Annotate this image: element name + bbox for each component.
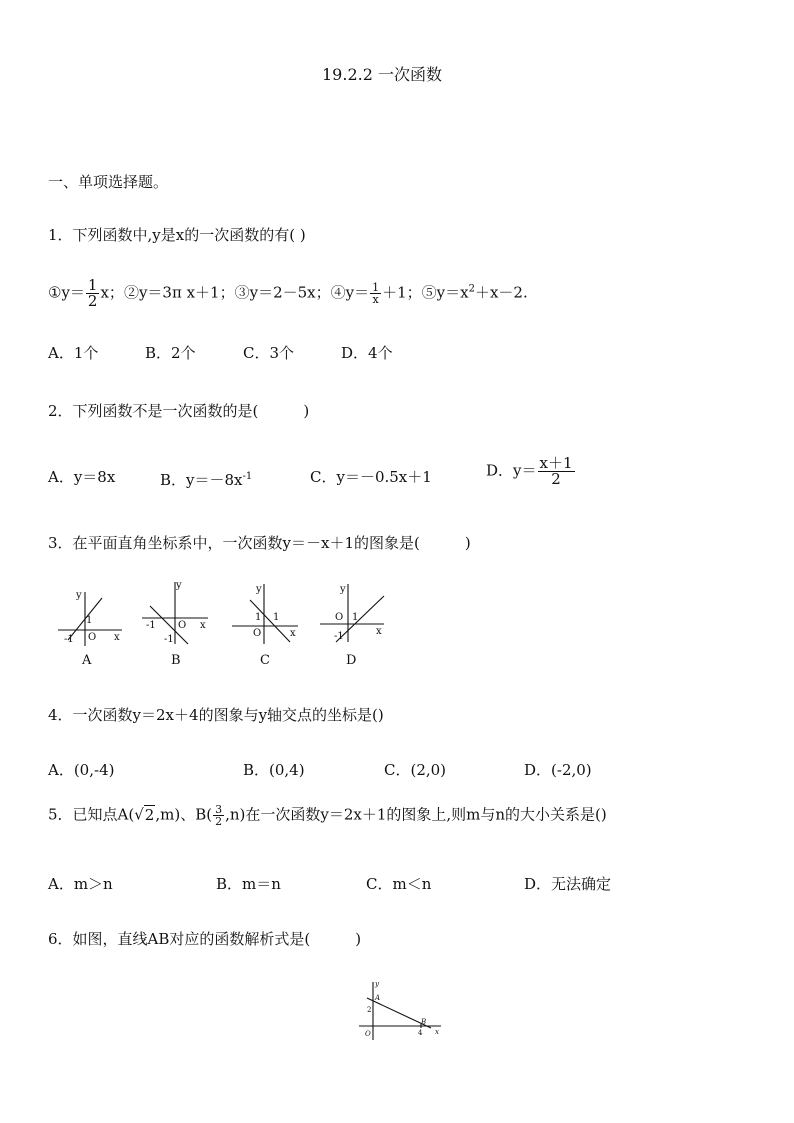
question-6-stem: 6．如图，直线AB对应的函数解析式是( ) <box>48 930 362 948</box>
q3-graph-options <box>50 578 395 673</box>
q1-item-5-prefix: ⑤y＝x <box>421 283 469 302</box>
q1-option-c: C．3个 <box>243 344 295 362</box>
q6-origin-label: O <box>365 1030 371 1038</box>
q3-d-label: D <box>346 653 357 668</box>
q6-y-label: y <box>375 980 379 988</box>
q3-a-y-label: y <box>76 590 82 601</box>
q3-c-one-y: 1 <box>255 612 262 623</box>
q3-a-neg-one: -1 <box>64 634 74 645</box>
q6-four-label: 4 <box>418 1029 423 1037</box>
q3-c-label: C <box>260 653 270 668</box>
q5-suffix: ,n)在一次函数y＝2x＋1的图象上,则m与n的大小关系是() <box>225 805 607 824</box>
q3-b-neg-one-y: -1 <box>164 634 174 645</box>
q3-d-neg-one: -1 <box>334 631 344 642</box>
q3-graph-b <box>142 580 208 668</box>
question-1-stem: 1．下列函数中,y是x的一次函数的有( ) <box>48 226 306 244</box>
q6-point-b-label: B <box>421 1018 427 1026</box>
question-3-stem: 3．在平面直角坐标系中，一次函数y＝－x＋1的图象是( ) <box>48 534 471 552</box>
q3-graph-c <box>232 584 298 668</box>
section-heading: 一、单项选择题。 <box>48 173 169 191</box>
sqrt-symbol: √ <box>134 805 144 824</box>
q1-item-4-suffix: ＋1； <box>382 283 422 302</box>
q4-option-a: A．(0,-4) <box>48 761 115 779</box>
q5-sqrt-value: 2 <box>144 805 155 824</box>
q5-b-numerator: 3 <box>215 803 223 816</box>
q3-c-origin: O <box>253 628 262 639</box>
q6-graph <box>355 978 445 1046</box>
q4-option-c: C．(2,0) <box>384 761 447 779</box>
q3-d-y-label: y <box>340 584 346 595</box>
q4-option-d: D．(-2,0) <box>524 761 592 779</box>
q2-option-d-fraction <box>538 456 575 487</box>
q5-b-denominator: 2 <box>215 815 223 828</box>
q5-option-a: A．m＞n <box>48 875 113 893</box>
q1-item-5-exponent: 2 <box>468 283 475 295</box>
q1-item-4-denominator: x <box>370 293 381 305</box>
question-1-items <box>48 278 528 309</box>
question-4-stem: 4．一次函数y＝2x＋4的图象与y轴交点的坐标是() <box>48 706 384 724</box>
q1-option-a: A．1个 <box>48 344 99 362</box>
q3-a-x-label: x <box>114 632 120 643</box>
q1-item-4-fraction <box>370 282 381 305</box>
q1-option-b: B．2个 <box>145 344 196 362</box>
q1-item-1-suffix: x； <box>100 283 124 302</box>
q2-option-d-denominator: 2 <box>538 471 575 487</box>
q3-c-x-label: x <box>290 628 296 639</box>
page-title: 19.2.2 一次函数 <box>322 65 442 84</box>
q5-middle: ,m)、B( <box>155 805 213 824</box>
q2-option-d-prefix: D．y＝ <box>486 461 537 480</box>
question-2-stem: 2．下列函数不是一次函数的是( ) <box>48 402 310 420</box>
q3-c-one-x: 1 <box>273 612 280 623</box>
q3-d-origin: O <box>335 612 344 623</box>
q5-prefix: 5．已知点A( <box>48 805 135 824</box>
q1-item-4-numerator: 1 <box>372 281 380 294</box>
q2-option-c: C．y＝－0.5x＋1 <box>310 468 432 486</box>
q1-item-1-numerator: 1 <box>87 276 98 294</box>
q3-b-x-label: x <box>200 620 206 631</box>
q1-option-d: D．4个 <box>341 344 393 362</box>
q5-option-d: D．无法确定 <box>524 875 612 893</box>
q2-option-b-base: B．y＝－8x <box>160 471 243 489</box>
q1-item-3: ③y＝2－5x； <box>234 283 331 302</box>
q6-two-label: 2 <box>367 1006 372 1014</box>
q3-graph-a <box>58 590 122 668</box>
q1-item-5-suffix: ＋x－2. <box>474 283 528 302</box>
q3-c-y-label: y <box>256 584 262 595</box>
q2-option-b-exponent: -1 <box>242 471 253 482</box>
q3-b-origin: O <box>178 620 187 631</box>
q2-option-a: A．y＝8x <box>48 468 116 486</box>
q3-b-neg-one-x: -1 <box>146 620 156 631</box>
q6-x-label: x <box>435 1028 439 1036</box>
q1-item-4-prefix: ④y＝ <box>330 283 370 302</box>
q3-a-label: A <box>82 653 92 668</box>
q2-option-b <box>160 467 252 490</box>
q5-option-b: B．m＝n <box>216 875 281 893</box>
q6-point-a-label: A <box>375 994 381 1002</box>
q1-item-1-denominator: 2 <box>87 292 98 310</box>
q1-item-1-fraction <box>86 278 100 309</box>
q3-d-x-label: x <box>376 626 382 637</box>
q4-option-b: B．(0,4) <box>243 761 305 779</box>
q3-a-origin: O <box>88 632 97 643</box>
question-5-stem <box>48 804 607 827</box>
q1-item-1-prefix: ①y＝ <box>48 283 85 302</box>
q3-graph-d <box>320 584 384 668</box>
q2-option-d-numerator: x＋1 <box>539 454 573 472</box>
q3-a-one: 1 <box>86 615 93 626</box>
q5-b-fraction <box>213 804 224 827</box>
q3-d-one: 1 <box>352 612 359 623</box>
q2-option-d <box>486 456 576 487</box>
q1-item-2: ②y＝3π x＋1； <box>123 283 235 302</box>
q3-b-label: B <box>171 653 181 668</box>
q3-b-y-label: y <box>176 580 182 591</box>
q5-option-c: C．m＜n <box>366 875 432 893</box>
